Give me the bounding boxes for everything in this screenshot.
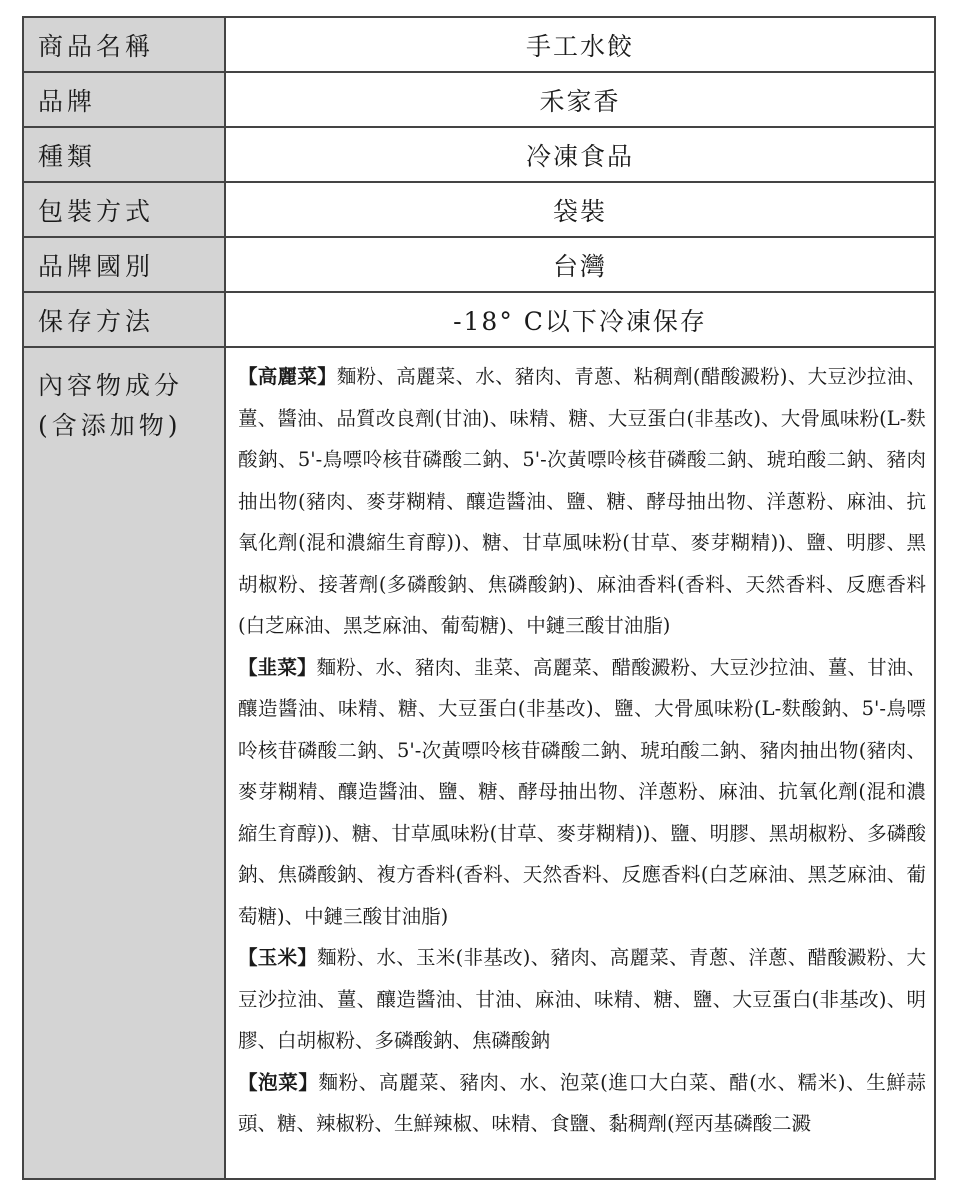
ingredients-content	[226, 348, 934, 1178]
ingredient-tag: 【韭菜】	[238, 655, 317, 679]
ingredient-block-cabbage	[238, 356, 926, 647]
label-brand: 品牌	[24, 73, 226, 128]
label-packaging: 包裝方式	[24, 183, 226, 238]
ingredient-text: 麵粉、高麗菜、豬肉、水、泡菜(進口大白菜、醋(水、糯米)、生鮮蒜頭、糖、辣椒粉、生鮮辣椒、味精、食鹽、黏稠劑(羥丙基磷酸二澱	[238, 1070, 926, 1135]
value-brand-country: 台灣	[226, 238, 934, 293]
ingredient-tag: 【玉米】	[238, 946, 318, 969]
value-product-name: 手工水餃	[226, 18, 934, 73]
value-category: 冷凍食品	[226, 128, 934, 183]
ingredient-block-corn	[238, 937, 926, 1062]
ingredient-block-kimchi	[238, 1062, 926, 1145]
value-storage: -18° C以下冷凍保存	[226, 293, 934, 348]
label-category: 種類	[24, 128, 226, 183]
label-ingredients-line2: (含添加物)	[38, 411, 182, 440]
label-ingredients	[24, 348, 226, 1178]
label-brand-country: 品牌國別	[24, 238, 226, 293]
label-ingredients-line1: 內容物成分	[38, 371, 184, 400]
ingredient-text: 麵粉、水、豬肉、韭菜、高麗菜、醋酸澱粉、大豆沙拉油、薑、甘油、釀造醬油、味精、糖、大豆蛋白(非基改)、鹽、大骨風味粉(L-麩酸鈉、5'-鳥嘌呤核苷磷酸二鈉、5'-次黃嘌呤核苷磷酸二鈉、琥珀酸二鈉、豬肉抽出物(豬肉、麥芽糊精、釀造醬油、鹽、糖、酵母抽出物、洋蔥粉、麻油、抗氧化劑(混和濃縮生育醇))、糖、甘草風味粉(甘草、麥芽糊精))、鹽、明膠、黑胡椒粉、多磷酸鈉、焦磷酸鈉、複方香料(香料、天然香料、反應香料(白芝麻油、黑芝麻油、葡萄糖)、中鏈三酸甘油脂)	[238, 655, 926, 928]
value-brand: 禾家香	[226, 73, 934, 128]
ingredient-text: 麵粉、高麗菜、水、豬肉、青蔥、粘稠劑(醋酸澱粉)、大豆沙拉油、薑、醬油、品質改良劑(甘油)、味精、糖、大豆蛋白(非基改)、大骨風味粉(L-麩酸鈉、5'-鳥嘌呤核苷磷酸二鈉、5'-次黃嘌呤核苷磷酸二鈉、琥珀酸二鈉、豬肉抽出物(豬肉、麥芽糊精、釀造醬油、鹽、糖、酵母抽出物、洋蔥粉、麻油、抗氧化劑(混和濃縮生育醇))、糖、甘草風味粉(甘草、麥芽糊精))、鹽、明膠、黑胡椒粉、接著劑(多磷酸鈉、焦磷酸鈉)、麻油香料(香料、天然香料、反應香料(白芝麻油、黑芝麻油、葡萄糖)、中鏈三酸甘油脂)	[238, 365, 926, 637]
value-packaging: 袋裝	[226, 183, 934, 238]
ingredient-tag: 【高麗菜】	[238, 365, 337, 388]
ingredient-block-chive	[238, 647, 926, 938]
label-product-name: 商品名稱	[24, 18, 226, 73]
ingredient-tag: 【泡菜】	[238, 1070, 319, 1094]
label-storage: 保存方法	[24, 293, 226, 348]
ingredient-text: 麵粉、水、玉米(非基改)、豬肉、高麗菜、青蔥、洋蔥、醋酸澱粉、大豆沙拉油、薑、釀造醬油、甘油、麻油、味精、糖、鹽、大豆蛋白(非基改)、明膠、白胡椒粉、多磷酸鈉、焦磷酸鈉	[238, 946, 926, 1052]
product-spec-table	[22, 16, 936, 1180]
